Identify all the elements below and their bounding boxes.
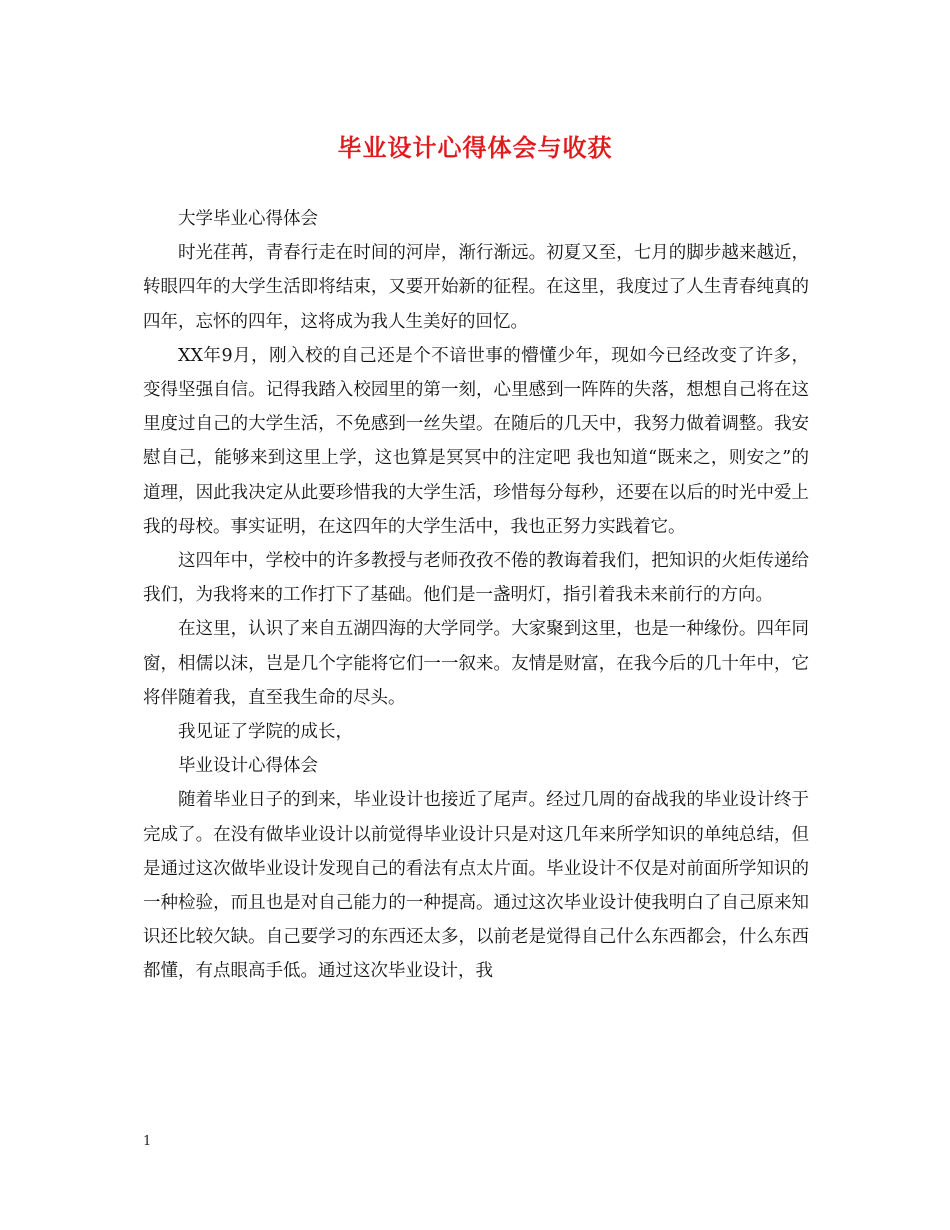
body-paragraph: 时光荏苒，青春行走在时间的河岸，渐行渐远。初夏又至，七月的脚步越来越近，转眼四年的大学生活即将结束，又要开始新的征程。在这里，我度过了人生青春纯真的四年，忘怀的四年，这将成为我人生美好的回忆。 — [143, 243, 809, 332]
document-title: 毕业设计心得体会与收获 — [337, 133, 613, 162]
body-paragraph: 我见证了学院的成长， — [178, 722, 353, 743]
body-paragraph: 这四年中，学校中的许多教授与老师孜孜不倦的教诲着我们，把知识的火炬传递给我们，为我将来的工作打下了基础。他们是一盏明灯，指引着我未来前行的方向。 — [143, 551, 809, 606]
section-heading: 毕业设计心得体会 — [178, 756, 318, 777]
page-number: 1 — [143, 1134, 152, 1149]
body-paragraph: 在这里，认识了来自五湖四海的大学同学。大家聚到这里，也是一种缘份。四年同窗，相儒以沫，岂是几个字能将它们一一叙来。友情是财富，在我今后的几十年中，它将伴随着我，直至我生命的尽头。 — [143, 619, 809, 708]
section-heading: 大学毕业心得体会 — [178, 209, 318, 229]
body-paragraph: 随着毕业日子的到来，毕业设计也接近了尾声。经过几周的奋战我的毕业设计终于完成了。在没有做毕业设计以前觉得毕业设计只是对这几年来所学知识的单纯总结，但是通过这次做毕业设计发现自己的看法有点太片面。毕业设计不仅是对前面所学知识的一种检验，而且也是对自己能力的一种提高。通过这次毕业设计使我明白了自己原来知识还比较欠缺。自己要学习的东西还太多，以前老是觉得自己什么东西都会，什么东西都懂，有点眼高手低。通过这次毕业设计，我 — [143, 790, 809, 982]
body-paragraph: XX年9月，刚入校的自己还是个不谙世事的懵懂少年，现如今已经改变了许多，变得坚强自信。记得我踏入校园里的第一刻，心里感到一阵阵的失落，想想自己将在这里度过自己的大学生活，不免感到一丝失望。在随后的几天中，我努力做着调整。我安慰自己，能够来到这里上学，这也算是冥冥中的注定吧 我也知道“既来之，则安之”的道理，因此我决定从此要珍惜我的大学生活，珍惜每分每秒，还要在以后的时光中爱上我的母校。事实证明，在这四年的大学生活中，我也正努力实践着它。 — [143, 345, 809, 537]
document-body — [143, 202, 809, 989]
